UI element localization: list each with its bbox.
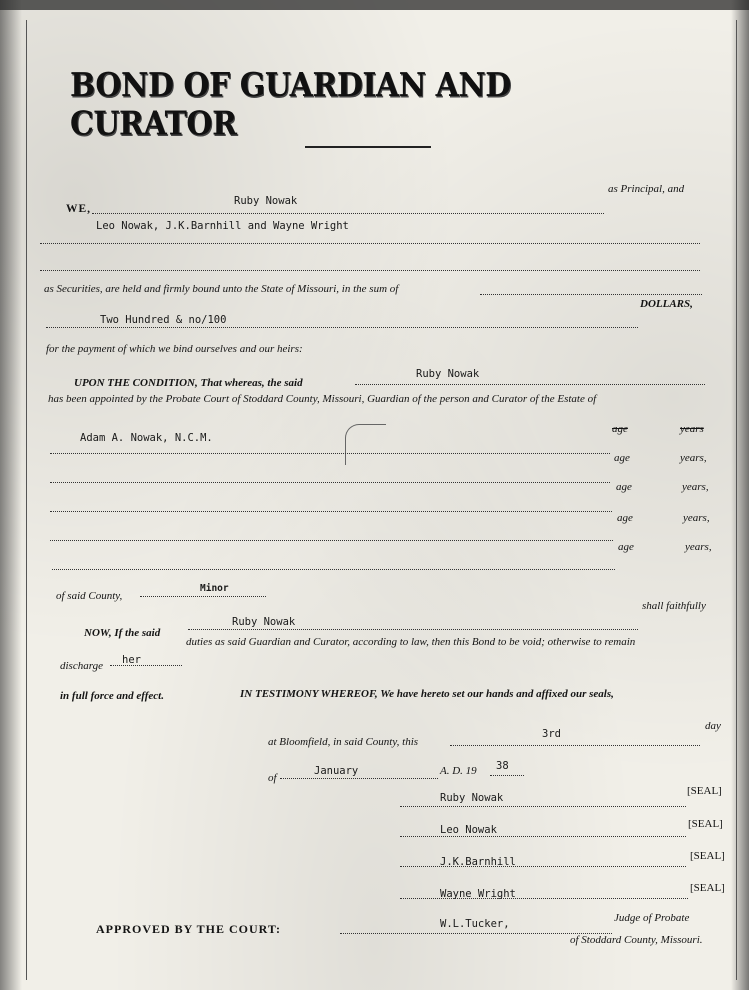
year-value: 38 <box>496 760 509 772</box>
securities-text: as Securities, are held and firmly bound unto the State of Missouri, in the sum of <box>44 283 399 295</box>
document-title: BOND OF GUARDIAN AND CURATOR <box>70 66 511 144</box>
approved-label: APPROVED BY THE COURT: <box>96 922 282 936</box>
minor-line <box>140 596 266 597</box>
securities-names: Leo Nowak, J.K.Barnhill and Wayne Wright <box>96 220 349 232</box>
full-force-label: in full force and effect. <box>60 690 164 702</box>
ink-mark <box>345 424 386 465</box>
ad-label: A. D. 19 <box>440 765 477 777</box>
years-label-3: years, <box>682 481 709 493</box>
seal-4: [SEAL] <box>690 882 725 894</box>
of-label: of <box>268 772 277 784</box>
years-label-4: years, <box>683 512 710 524</box>
upon-condition-label: UPON THE CONDITION, That whereas, the said <box>74 377 303 389</box>
seal-1: [SEAL] <box>687 785 722 797</box>
age-label-4: age <box>617 512 633 524</box>
now-said-name: Ruby Nowak <box>232 616 296 628</box>
scan-edge-left <box>0 0 22 990</box>
now-said-line <box>188 629 638 630</box>
sum-line-a <box>480 294 702 295</box>
heirs-text: for the payment of which we bind ourselves and our heirs: <box>46 343 303 355</box>
title-underline <box>305 146 431 148</box>
seal-2: [SEAL] <box>688 818 723 830</box>
signature-2: Leo Nowak <box>440 824 497 836</box>
ward-line-5 <box>52 569 615 570</box>
age-label-5: age <box>618 541 634 553</box>
signature-3: J.K.Barnhill <box>440 856 516 868</box>
county-label: of Stoddard County, Missouri. <box>570 934 703 946</box>
sum-line <box>46 327 638 328</box>
day-line <box>450 745 700 746</box>
age-label-3: age <box>616 481 632 493</box>
testimony-text: IN TESTIMONY WHEREOF, We have hereto set our hands and affixed our seals, <box>240 688 614 700</box>
pronoun-value: her <box>122 654 141 666</box>
signature-4: Wayne Wright <box>440 888 516 900</box>
securities-line-1 <box>40 243 700 244</box>
as-principal-label: as Principal, and <box>608 183 685 195</box>
said-name-line <box>355 384 705 385</box>
scan-edge-top <box>0 0 749 10</box>
of-said-county-label: of said County, <box>56 590 123 602</box>
month-line <box>280 778 438 779</box>
ward-age-struck: age <box>612 423 628 435</box>
ward-line-4 <box>50 540 613 541</box>
duties-text: duties as said Guardian and Curator, according to law, then this Bond to be void; otherwise to remain <box>186 636 636 648</box>
sum-amount: Two Hundred & no/100 <box>100 314 227 326</box>
signature-line-4 <box>400 898 688 899</box>
said-name: Ruby Nowak <box>416 368 480 380</box>
ward-line-1 <box>50 453 610 454</box>
shall-faithfully-label: shall faithfully <box>642 600 706 612</box>
years-label-2: years, <box>680 452 707 464</box>
at-bloomfield-label: at Bloomfield, in said County, this <box>268 736 419 748</box>
age-label-2: age <box>614 452 630 464</box>
signature-line-1 <box>400 806 686 807</box>
margin-rule-left <box>26 20 27 980</box>
month-value: January <box>314 765 359 777</box>
margin-rule-right <box>736 20 737 980</box>
we-label: WE, <box>66 203 92 215</box>
ward-years-struck: years <box>680 423 704 435</box>
year-line <box>490 775 524 776</box>
ward-line-2 <box>50 482 610 483</box>
signature-1: Ruby Nowak <box>440 792 504 804</box>
discharge-label: discharge <box>60 660 103 672</box>
scan-edge-right <box>731 0 749 990</box>
now-if-label: NOW, If the said <box>84 627 161 639</box>
seal-3: [SEAL] <box>690 850 725 862</box>
pronoun-line <box>110 665 182 666</box>
judge-label: Judge of Probate <box>614 912 690 924</box>
appointed-text: has been appointed by the Probate Court of Stoddard County, Missouri, Guardian of the person and Curator of the Estate of <box>48 393 597 405</box>
securities-line-2 <box>40 270 700 271</box>
ward-name: Adam A. Nowak, N.C.M. <box>80 432 213 444</box>
years-label-5: years, <box>685 541 712 553</box>
signature-line-3 <box>400 866 686 867</box>
judge-signature: W.L.Tucker, <box>440 918 510 930</box>
ward-line-3 <box>50 511 612 512</box>
principal-name: Ruby Nowak <box>234 195 298 207</box>
dollars-label: DOLLARS, <box>640 298 693 310</box>
day-value: 3rd <box>542 728 561 740</box>
minor-value: Minor <box>200 583 229 594</box>
principal-line <box>92 213 604 214</box>
day-label: day <box>705 720 721 732</box>
signature-line-2 <box>400 836 686 837</box>
